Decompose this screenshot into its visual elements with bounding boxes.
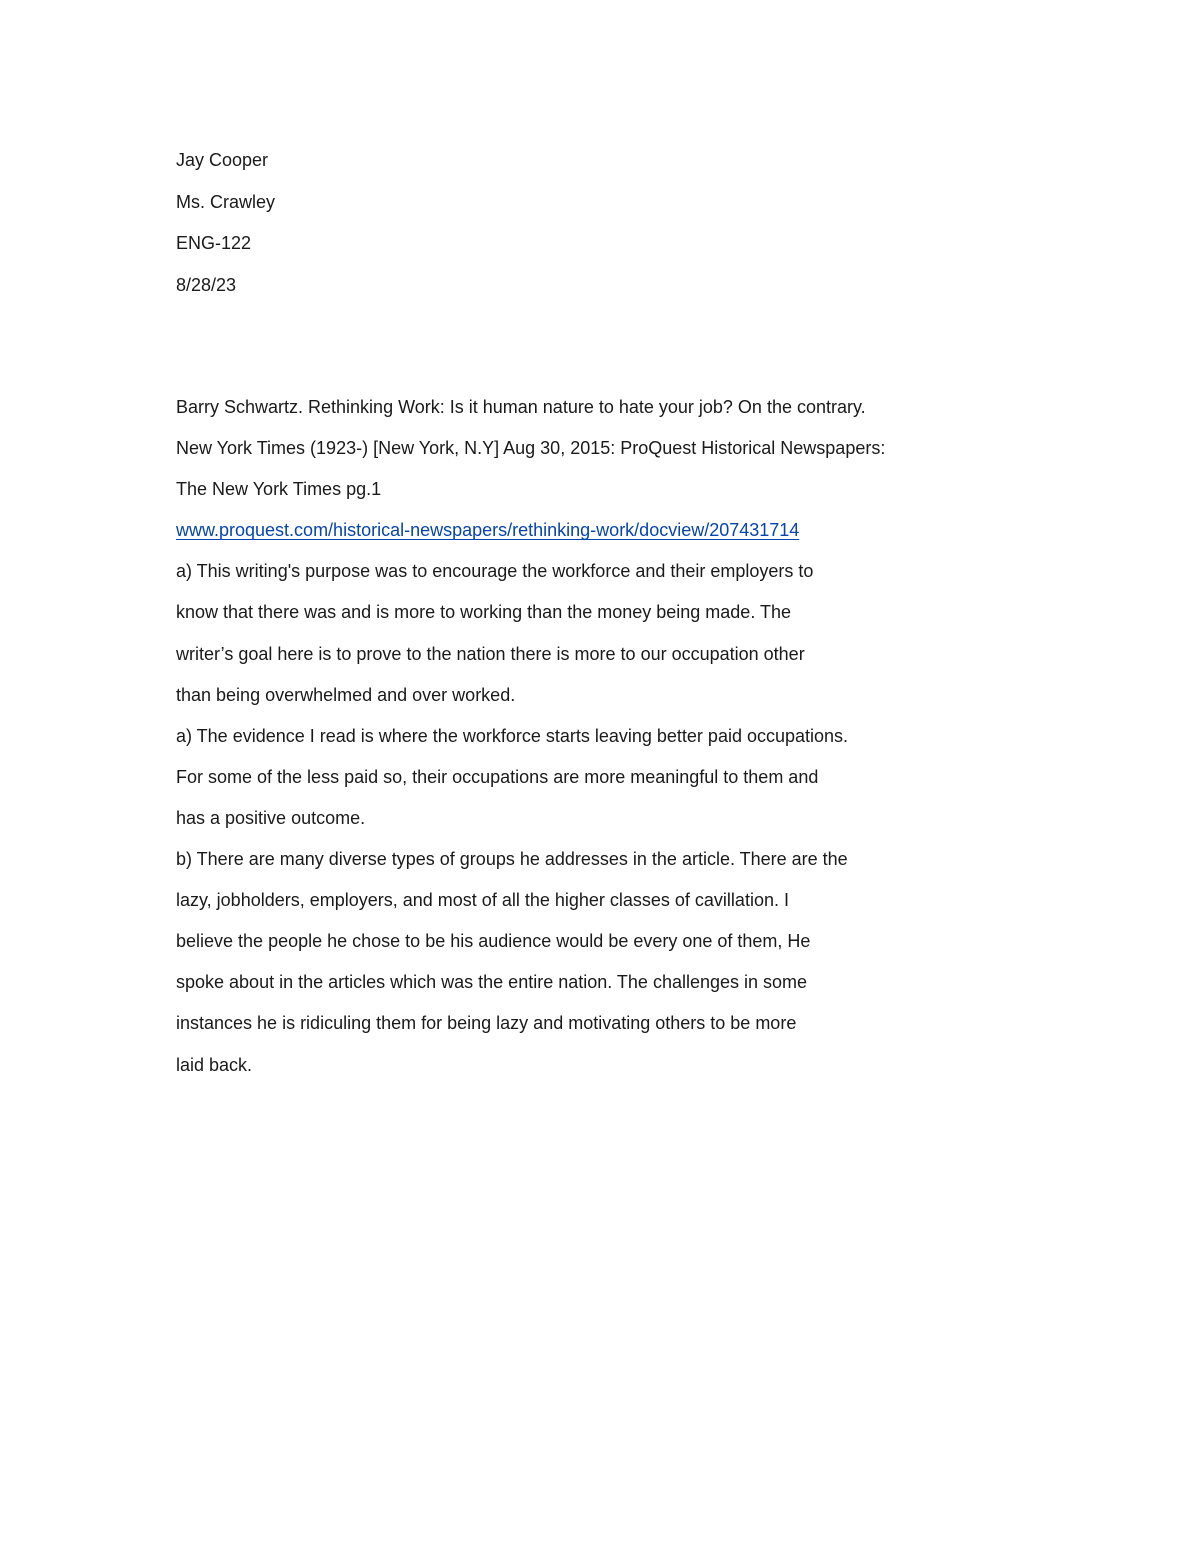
body-line: a) The evidence I read is where the workforce starts leaving better paid occupations. xyxy=(176,725,849,746)
document-date: 8/28/23 xyxy=(176,274,237,295)
instructor-name: Ms. Crawley xyxy=(176,191,276,212)
body-line: instances he is ridiculing them for being lazy and motivating others to be more xyxy=(176,1013,797,1034)
citation-link[interactable]: www.proquest.com/historical-newspapers/rethinking-work/docview/207431714 xyxy=(176,520,800,541)
student-name: Jay Cooper xyxy=(176,150,269,170)
course-code: ENG-122 xyxy=(176,233,252,253)
body-line: know that there was and is more to working than the money being made. The xyxy=(176,602,792,623)
citation-link-row xyxy=(176,510,996,551)
body-line: has a positive outcome. xyxy=(176,807,366,828)
body-line: spoke about in the articles which was the entire nation. The challenges in some xyxy=(176,972,808,993)
body-line: laid back. xyxy=(176,1054,253,1075)
document-body xyxy=(176,387,996,1086)
body-line: than being overwhelmed and over worked. xyxy=(176,684,516,705)
body-line: believe the people he chose to be his audience would be every one of them, He xyxy=(176,931,811,952)
body-line: For some of the less paid so, their occupations are more meaningful to them and xyxy=(176,766,819,787)
body-line: b) There are many diverse types of groups he addresses in the article. There are the xyxy=(176,849,848,870)
body-line: lazy, jobholders, employers, and most of all the higher classes of cavillation. I xyxy=(176,890,789,911)
body-line: a) This writing's purpose was to encourage the workforce and their employers to xyxy=(176,561,814,582)
document-heading xyxy=(176,140,976,306)
citation-line-1: Barry Schwartz. Rethinking Work: Is it human nature to hate your job? On the contrary. xyxy=(176,397,866,417)
body-line: writer’s goal here is to prove to the nation there is more to our occupation other xyxy=(176,643,805,664)
citation-line-2: New York Times (1923-) [New York, N.Y] Aug 30, 2015: ProQuest Historical Newspapers: xyxy=(176,438,886,459)
citation-line-3: The New York Times pg.1 xyxy=(176,479,382,500)
